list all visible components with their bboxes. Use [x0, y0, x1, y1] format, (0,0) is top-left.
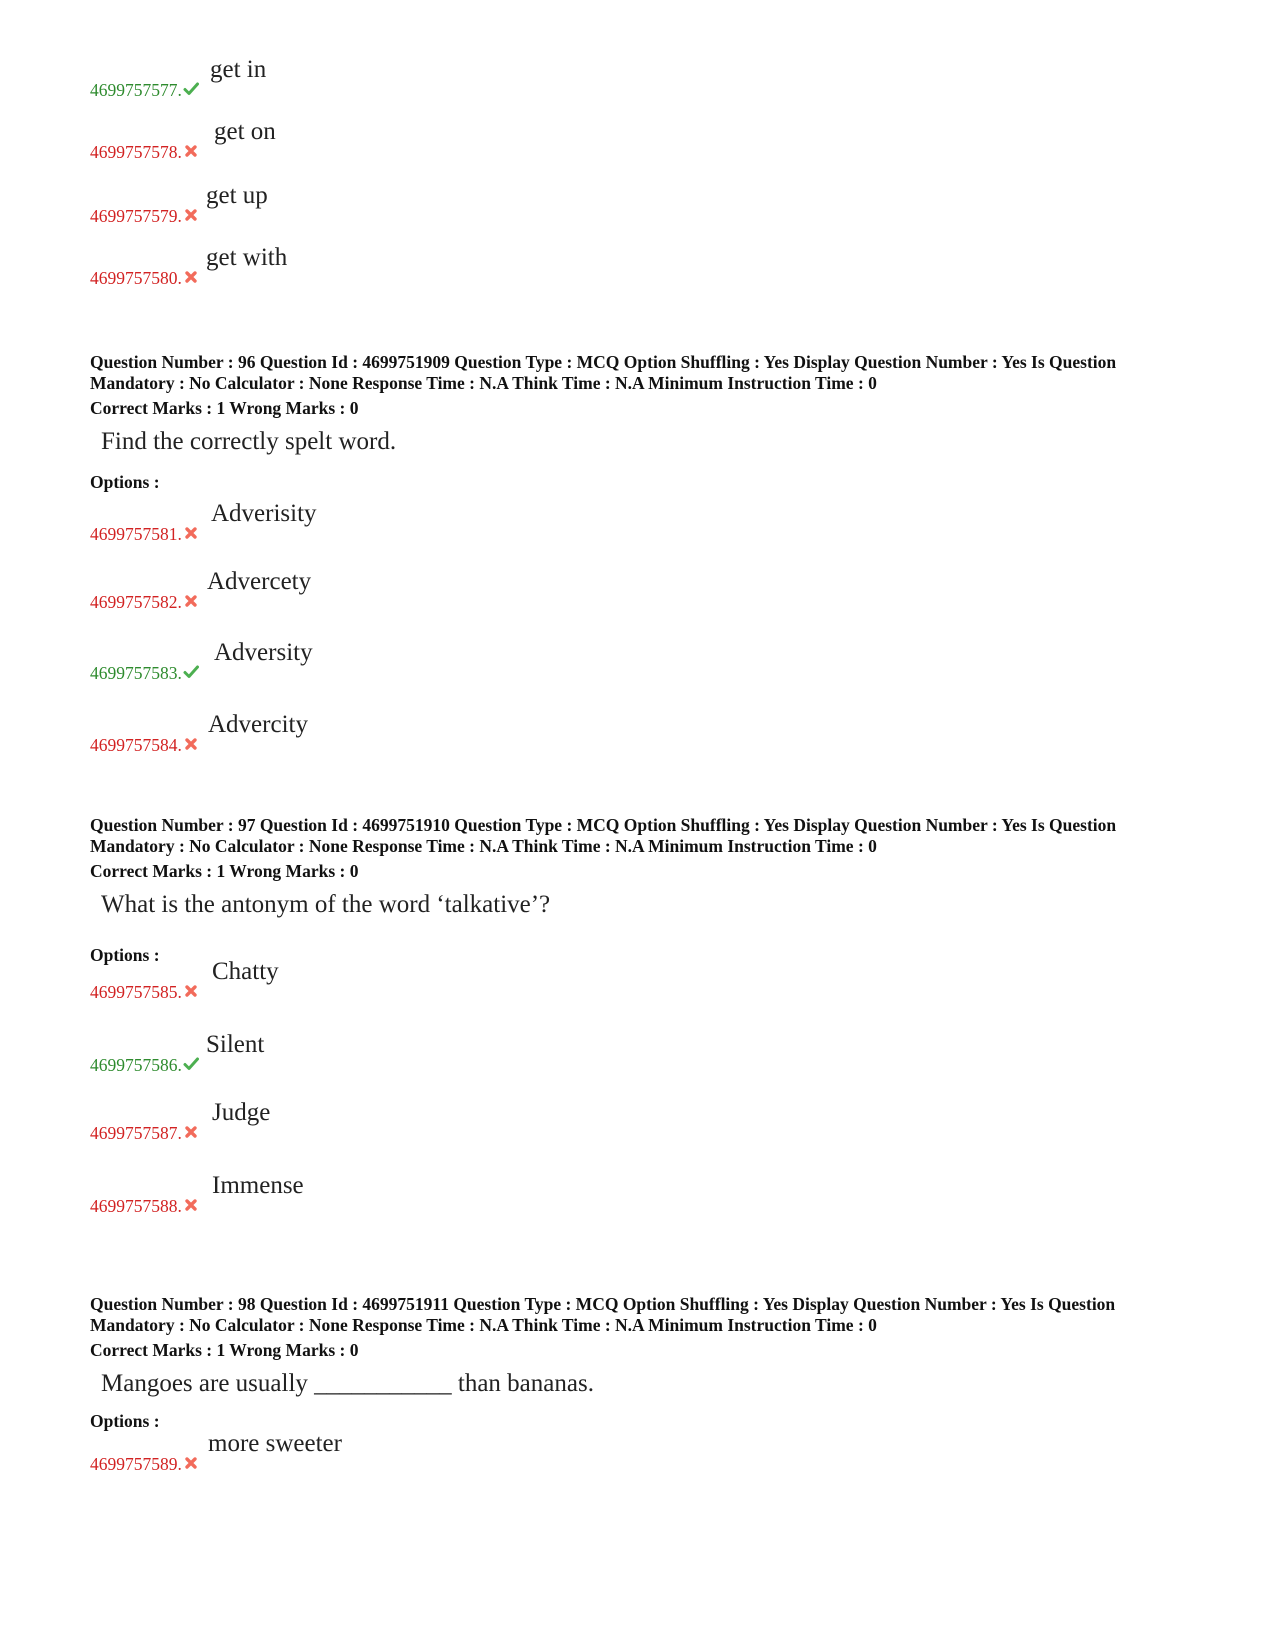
cross-icon	[183, 143, 199, 159]
option-text: get in	[210, 56, 267, 83]
question-meta-line: Mandatory : No Calculator : None Response Time : N.A Think Time : N.A Minimum Instruction Time : 0	[90, 836, 877, 856]
option-row	[90, 633, 690, 683]
cross-icon	[183, 736, 199, 752]
option-id: 4699757583.	[90, 663, 182, 683]
option-id: 4699757585.	[90, 982, 182, 1002]
option-row	[90, 50, 690, 100]
cross-icon	[183, 1455, 199, 1471]
question-meta-line: Mandatory : No Calculator : None Response Time : N.A Think Time : N.A Minimum Instruction Time : 0	[90, 1315, 877, 1335]
option-id: 4699757589.	[90, 1454, 182, 1474]
option-row	[90, 1025, 690, 1075]
cross-icon	[183, 207, 199, 223]
cross-icon	[183, 983, 199, 999]
option-text: Chatty	[212, 958, 279, 985]
cross-icon	[183, 269, 199, 285]
option-row	[90, 1424, 690, 1474]
option-text: get on	[214, 118, 276, 145]
option-row	[90, 494, 690, 544]
question-stem: What is the antonym of the word ‘talkative’?	[101, 891, 551, 918]
option-row	[90, 1093, 690, 1143]
option-text: get with	[206, 244, 288, 271]
question-meta-line: Question Number : 97 Question Id : 4699751910 Question Type : MCQ Option Shuffling : Yes Display Question Number : Yes Is Question	[90, 815, 1117, 835]
question-marks: Correct Marks : 1 Wrong Marks : 0	[90, 1340, 359, 1360]
question-meta-line: Mandatory : No Calculator : None Response Time : N.A Think Time : N.A Minimum Instruction Time : 0	[90, 373, 877, 393]
option-row	[90, 112, 690, 162]
option-id: 4699757581.	[90, 524, 182, 544]
option-text: Adversity	[214, 639, 313, 666]
question-header	[90, 815, 1200, 919]
option-row	[90, 952, 690, 1002]
question-meta-line: Question Number : 96 Question Id : 4699751909 Question Type : MCQ Option Shuffling : Yes Display Question Number : Yes Is Question	[90, 352, 1117, 372]
option-text: Silent	[206, 1031, 265, 1058]
question-marks: Correct Marks : 1 Wrong Marks : 0	[90, 861, 359, 881]
check-icon	[183, 1056, 199, 1072]
option-row	[90, 705, 690, 755]
options-label: Options :	[90, 1411, 160, 1431]
option-row	[90, 1166, 690, 1216]
option-text: get up	[206, 182, 268, 209]
option-text: Immense	[212, 1172, 304, 1199]
option-id: 4699757587.	[90, 1123, 182, 1143]
option-id: 4699757580.	[90, 268, 182, 288]
option-text: Judge	[212, 1099, 271, 1126]
check-icon	[183, 664, 199, 680]
option-text: Adverisity	[211, 500, 317, 527]
question-header	[90, 352, 1200, 456]
question-marks: Correct Marks : 1 Wrong Marks : 0	[90, 398, 359, 418]
question-header	[90, 1294, 1200, 1398]
option-id: 4699757577.	[90, 80, 182, 100]
question-stem: Mangoes are usually ___________ than bananas.	[101, 1370, 594, 1397]
option-id: 4699757584.	[90, 735, 182, 755]
option-row	[90, 238, 690, 288]
cross-icon	[183, 1124, 199, 1140]
cross-icon	[183, 593, 199, 609]
option-id: 4699757586.	[90, 1055, 182, 1075]
option-id: 4699757582.	[90, 592, 182, 612]
option-id: 4699757578.	[90, 142, 182, 162]
option-row	[90, 562, 690, 612]
option-id: 4699757579.	[90, 206, 182, 226]
options-label: Options :	[90, 472, 160, 492]
option-text: Advercity	[208, 711, 308, 738]
question-meta-line: Question Number : 98 Question Id : 4699751911 Question Type : MCQ Option Shuffling : Yes Display Question Number : Yes Is Question	[90, 1294, 1116, 1314]
option-row	[90, 176, 690, 226]
question-stem: Find the correctly spelt word.	[101, 428, 397, 455]
cross-icon	[183, 1197, 199, 1213]
option-text: Advercety	[207, 568, 312, 595]
option-text: more sweeter	[208, 1430, 342, 1457]
option-id: 4699757588.	[90, 1196, 182, 1216]
check-icon	[183, 81, 199, 97]
options-label: Options :	[90, 945, 160, 965]
cross-icon	[183, 525, 199, 541]
